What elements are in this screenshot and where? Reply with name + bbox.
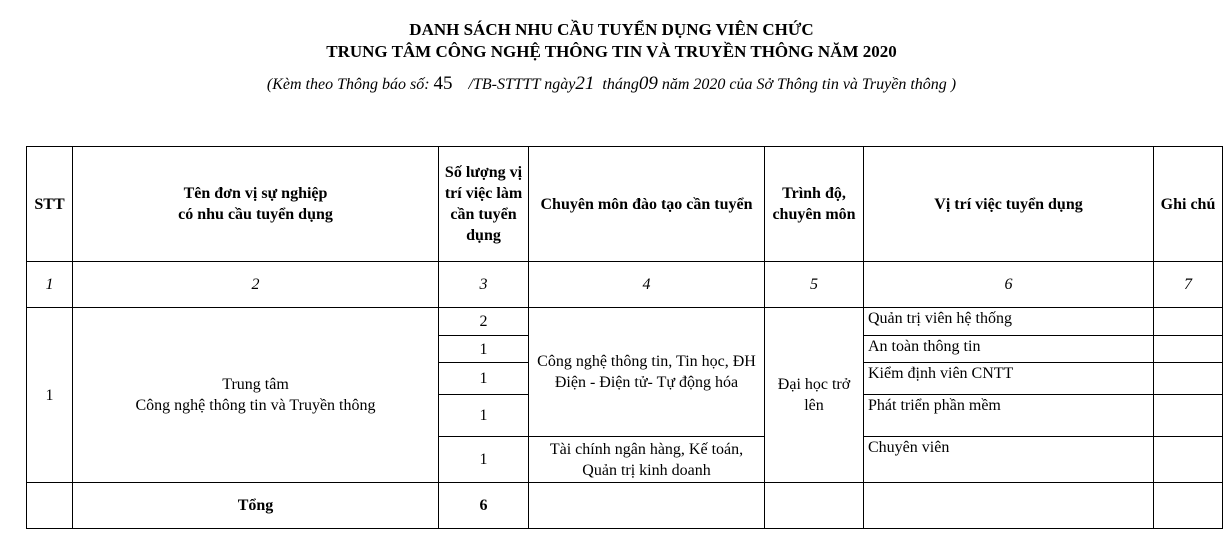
row-major-group1: Công nghệ thông tin, Tin học, ĐH Điện - Điện tử- Tự động hóa xyxy=(529,308,765,437)
document-subtitle xyxy=(0,74,1223,95)
document-title-line2: TRUNG TÂM CÔNG NGHỆ THÔNG TIN VÀ TRUYỀN THÔNG NĂM 2020 xyxy=(326,42,897,61)
row-quantity: 2 xyxy=(439,308,529,336)
recruitment-table xyxy=(26,146,1223,529)
row-note xyxy=(1154,363,1223,395)
table-row xyxy=(27,308,1223,336)
row-position: Quản trị viên hệ thống xyxy=(864,308,1154,336)
row-stt: 1 xyxy=(27,308,73,483)
col-number: 3 xyxy=(439,262,529,308)
total-label: Tổng xyxy=(73,483,439,529)
row-position: Kiểm định viên CNTT xyxy=(864,363,1154,395)
row-note xyxy=(1154,336,1223,363)
row-unit-line1: Trung tâm xyxy=(222,376,289,393)
subtitle-mid2: tháng xyxy=(602,76,639,93)
total-empty xyxy=(765,483,864,529)
row-note xyxy=(1154,308,1223,336)
row-note xyxy=(1154,437,1223,483)
row-quantity: 1 xyxy=(439,437,529,483)
notice-day: 21 xyxy=(575,73,595,94)
col-number: 7 xyxy=(1154,262,1223,308)
col-number: 5 xyxy=(765,262,864,308)
notice-number: 45 xyxy=(433,73,453,94)
column-number-row xyxy=(27,262,1223,308)
row-level: Đại học trở lên xyxy=(765,308,864,483)
total-row xyxy=(27,483,1223,529)
row-position: An toàn thông tin xyxy=(864,336,1154,363)
notice-month: 09 xyxy=(638,73,658,94)
row-major-group2: Tài chính ngân hàng, Kế toán, Quản trị kinh doanh xyxy=(529,437,765,483)
total-empty xyxy=(1154,483,1223,529)
col-number: 4 xyxy=(529,262,765,308)
subtitle-mid1: /TB-STTTT ngày xyxy=(468,76,576,93)
header-stt: STT xyxy=(27,147,73,262)
row-note xyxy=(1154,395,1223,437)
header-row xyxy=(27,147,1223,262)
row-quantity: 1 xyxy=(439,363,529,395)
total-stt xyxy=(27,483,73,529)
col-number: 2 xyxy=(73,262,439,308)
row-quantity: 1 xyxy=(439,395,529,437)
subtitle-suffix: năm 2020 của Sở Thông tin và Truyền thông ) xyxy=(661,76,957,93)
row-unit-line2: Công nghệ thông tin và Truyền thông xyxy=(135,397,376,414)
subtitle-prefix: (Kèm theo Thông báo số: xyxy=(266,76,430,93)
header-position: Vị trí việc tuyển dụng xyxy=(864,147,1154,262)
row-position: Chuyên viên xyxy=(864,437,1154,483)
row-quantity: 1 xyxy=(439,336,529,363)
header-note: Ghi chú xyxy=(1154,147,1223,262)
row-unit xyxy=(73,308,439,483)
header-level: Trình độ, chuyên môn xyxy=(765,147,864,262)
total-value: 6 xyxy=(439,483,529,529)
row-position: Phát triển phần mềm xyxy=(864,395,1154,437)
total-empty xyxy=(864,483,1154,529)
header-unit-line2: có nhu cầu tuyển dụng xyxy=(178,206,333,223)
total-empty xyxy=(529,483,765,529)
document-title-line1: DANH SÁCH NHU CẦU TUYỂN DỤNG VIÊN CHỨC xyxy=(409,20,814,39)
header-major: Chuyên môn đào tạo cần tuyển xyxy=(529,147,765,262)
col-number: 1 xyxy=(27,262,73,308)
header-unit xyxy=(73,147,439,262)
header-quantity: Số lượng vị trí việc làm cần tuyển dụng xyxy=(439,147,529,262)
header-unit-line1: Tên đơn vị sự nghiệp xyxy=(183,185,328,202)
col-number: 6 xyxy=(864,262,1154,308)
